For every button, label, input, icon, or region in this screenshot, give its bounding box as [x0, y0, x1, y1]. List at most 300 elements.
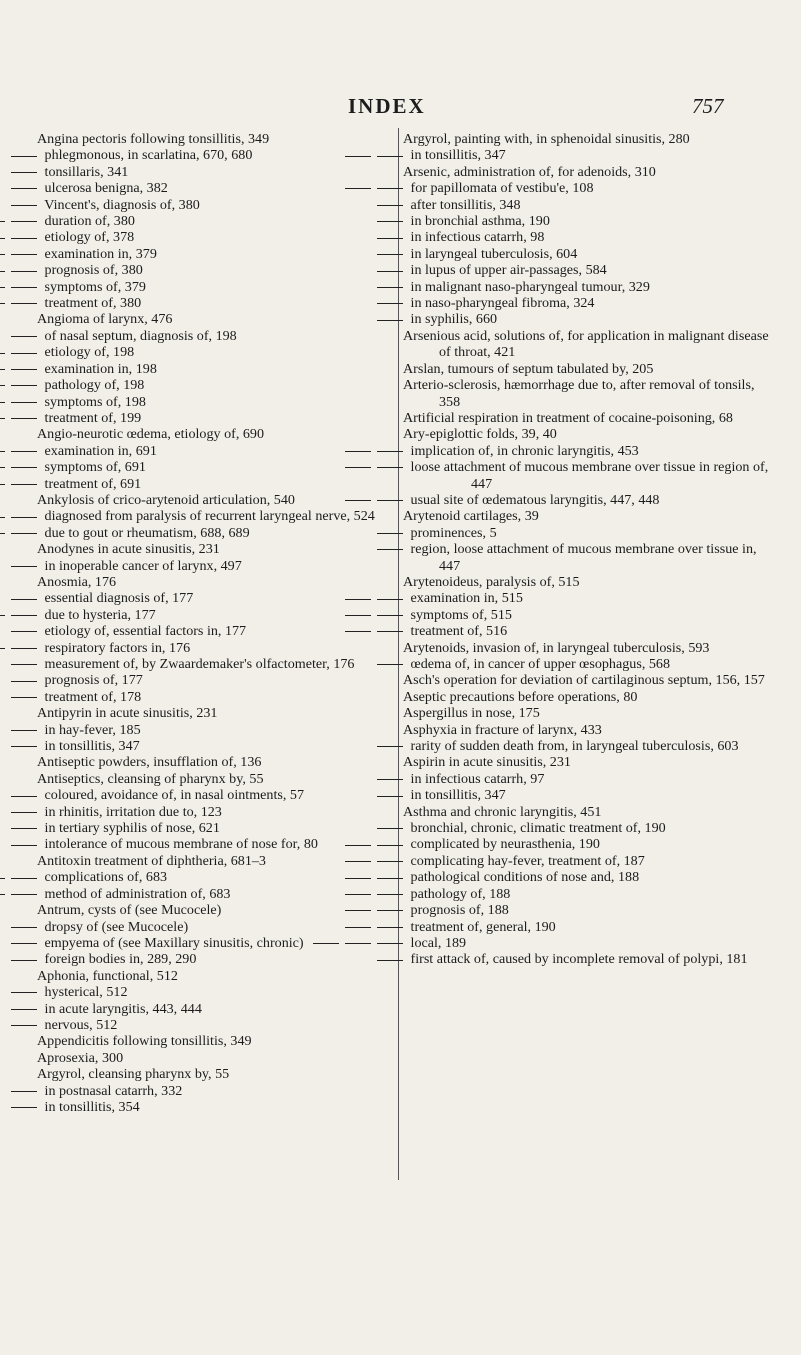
- subentry-dash: [9, 824, 41, 833]
- subentry-dash: [375, 660, 407, 669]
- index-subentry: [37, 951, 393, 967]
- index-subentry: [403, 147, 773, 163]
- entry-text: nervous, 512: [41, 1016, 118, 1033]
- entry-text: respiratory factors in, 176: [41, 639, 191, 656]
- subentry-dash: [9, 529, 41, 538]
- subentry-dash: [9, 152, 41, 161]
- index-subentry: [37, 361, 393, 377]
- subentry-dash: [9, 874, 41, 883]
- entry-text: in naso-pharyngeal fibroma, 324: [407, 295, 595, 312]
- subentry-dash: [9, 742, 41, 751]
- entry-text: œdema of, in cancer of upper œsophagus, 568: [407, 656, 671, 672]
- entry-text: Anosmia, 176: [37, 573, 117, 590]
- subentry-dash: [9, 283, 41, 292]
- subentry-dash: [0, 644, 9, 653]
- subentry-dash: [0, 299, 9, 308]
- index-entry: [37, 541, 393, 557]
- subentry-dash: [9, 841, 41, 850]
- entry-text: symptoms of, 379: [41, 278, 146, 295]
- index-subentry: [403, 820, 773, 836]
- index-subentry: [37, 886, 393, 902]
- index-subentry: [37, 787, 393, 803]
- entry-text: etiology of, 198: [41, 344, 135, 361]
- entry-text: examination in, 691: [41, 442, 157, 459]
- entry-text: Arsenic, administration of, for adenoids, 310: [403, 163, 656, 180]
- index-subentry: [37, 410, 393, 426]
- index-entry: [37, 426, 393, 442]
- entry-text: Antiseptic powders, insufflation of, 136: [37, 754, 262, 771]
- subentry-dash: [0, 529, 9, 538]
- entry-text: due to gout or rheumatism, 688, 689: [41, 524, 250, 541]
- index-subentry: [403, 590, 773, 606]
- index-subentry: [403, 197, 773, 213]
- index-entry: [403, 361, 773, 377]
- index-subentry: [37, 1017, 393, 1033]
- entry-text: Angioma of larynx, 476: [37, 311, 173, 328]
- subentry-dash: [375, 890, 407, 899]
- subentry-dash: [375, 217, 407, 226]
- index-subentry: [403, 935, 773, 951]
- entry-text: pathology of, 188: [407, 885, 511, 902]
- index-subentry: [37, 344, 393, 360]
- entry-text: in laryngeal tuberculosis, 604: [407, 245, 578, 262]
- index-subentry: [403, 853, 773, 869]
- entry-text: Aprosexia, 300: [37, 1049, 124, 1066]
- entry-text: tonsillaris, 341: [41, 163, 129, 180]
- index-subentry: [37, 443, 393, 459]
- subentry-dash: [9, 792, 41, 801]
- subentry-dash: [375, 299, 407, 308]
- entry-text: Aspergillus in nose, 175: [403, 705, 540, 722]
- index-subentry: [403, 180, 773, 196]
- index-entry: [403, 410, 773, 426]
- entry-text: Arslan, tumours of septum tabulated by, 205: [403, 360, 654, 377]
- index-subentry: [37, 820, 393, 836]
- subentry-dash: [9, 447, 41, 456]
- subentry-dash: [9, 217, 41, 226]
- entry-text: symptoms of, 691: [41, 459, 146, 476]
- entry-text: for papillomata of vestibu'e, 108: [407, 180, 594, 197]
- entry-text: in malignant naso-pharyngeal tumour, 329: [407, 278, 650, 295]
- index-subentry: [37, 607, 393, 623]
- entry-text: complications of, 683: [41, 869, 168, 886]
- entry-text: Asphyxia in fracture of larynx, 433: [403, 721, 602, 738]
- subentry-dash: [375, 545, 407, 554]
- subentry-dash: [343, 906, 375, 915]
- subentry-dash: [9, 1103, 41, 1112]
- entry-text: in rhinitis, irritation due to, 123: [41, 803, 222, 820]
- subentry-dash: [9, 611, 41, 620]
- entry-text: essential diagnosis of, 177: [41, 590, 194, 607]
- entry-text: usual site of œdematous laryngitis, 447, 448: [407, 491, 660, 508]
- index-entry: [37, 1050, 393, 1066]
- index-subentry: [37, 229, 393, 245]
- subentry-dash: [9, 726, 41, 735]
- entry-text: examination in, 198: [41, 360, 157, 377]
- index-subentry: [403, 771, 773, 787]
- index-subentry: [37, 164, 393, 180]
- index-subentry: [37, 1083, 393, 1099]
- entry-text: examination in, 515: [407, 590, 523, 607]
- entry-text: Argyrol, cleansing pharynx by, 55: [37, 1066, 230, 1083]
- entry-text: treatment of, 516: [407, 623, 508, 640]
- entry-text: hysterical, 512: [41, 984, 128, 1001]
- subentry-dash: [9, 562, 41, 571]
- entry-text: in tonsillitis, 347: [407, 787, 506, 804]
- subentry-dash: [311, 939, 343, 948]
- index-subentry: [403, 525, 773, 541]
- index-entry: [403, 131, 773, 147]
- index-subentry: [403, 295, 773, 311]
- entry-text: prognosis of, 380: [41, 262, 143, 279]
- index-subentry: [37, 1001, 393, 1017]
- subentry-dash: [375, 184, 407, 193]
- entry-text: Antrum, cysts of (see Mucocele): [37, 902, 222, 919]
- entry-text: rarity of sudden death from, in laryngeal tuberculosis, 603: [407, 738, 739, 755]
- index-subentry: [403, 492, 773, 508]
- subentry-dash: [9, 890, 41, 899]
- entry-text: Asch's operation for deviation of cartilaginous septum, 156, 157: [403, 672, 765, 689]
- subentry-dash: [0, 513, 9, 522]
- entry-text: bronchial, chronic, climatic treatment of, 190: [407, 820, 666, 837]
- index-subentry: [37, 689, 393, 705]
- index-subentry: [37, 1099, 393, 1115]
- subentry-dash: [375, 627, 407, 636]
- subentry-dash: [343, 595, 375, 604]
- subentry-dash: [0, 890, 9, 899]
- index-subentry: [37, 246, 393, 262]
- subentry-dash: [375, 267, 407, 276]
- entry-text: dropsy of (see Mucocele): [41, 918, 189, 935]
- entry-text: in syphilis, 660: [407, 311, 498, 328]
- subentry-dash: [0, 611, 9, 620]
- index-subentry: [37, 672, 393, 688]
- subentry-dash: [9, 480, 41, 489]
- entry-text: symptoms of, 198: [41, 393, 146, 410]
- index-subentry: [403, 902, 773, 918]
- index-entry: [403, 672, 773, 688]
- entry-text: ulcerosa benigna, 382: [41, 180, 168, 197]
- index-entry: [37, 131, 393, 147]
- entry-text: in inoperable cancer of larynx, 497: [41, 557, 242, 574]
- entry-text: phlegmonous, in scarlatina, 670, 680: [41, 147, 253, 164]
- subentry-dash: [9, 644, 41, 653]
- entry-text: Arytenoideus, paralysis of, 515: [403, 573, 580, 590]
- entry-text: in tonsillitis, 347: [407, 147, 506, 164]
- index-subentry: [37, 476, 393, 492]
- subentry-dash: [343, 890, 375, 899]
- index-entry: [37, 1033, 393, 1049]
- subentry-dash: [375, 939, 407, 948]
- entry-text: examination in, 379: [41, 245, 157, 262]
- index-subentry: [37, 558, 393, 574]
- index-entry: [403, 328, 773, 361]
- index-subentry: [403, 787, 773, 803]
- entry-text: etiology of, essential factors in, 177: [41, 623, 247, 640]
- subentry-dash: [375, 529, 407, 538]
- subentry-dash: [9, 332, 41, 341]
- entry-text: Aspirin in acute sinusitis, 231: [403, 754, 571, 771]
- entry-text: Anodynes in acute sinusitis, 231: [37, 541, 220, 558]
- subentry-dash: [343, 874, 375, 883]
- subentry-dash: [9, 201, 41, 210]
- index-entry: [37, 853, 393, 869]
- index-subentry: [37, 836, 393, 852]
- subentry-dash: [9, 1087, 41, 1096]
- index-column-left: [37, 131, 393, 1115]
- index-subentry: [403, 607, 773, 623]
- index-entry: [403, 804, 773, 820]
- subentry-dash: [343, 152, 375, 161]
- subentry-dash: [375, 792, 407, 801]
- subentry-dash: [0, 447, 9, 456]
- entry-text: duration of, 380: [41, 213, 135, 230]
- index-subentry: [403, 886, 773, 902]
- subentry-dash: [9, 923, 41, 932]
- index-entry: [37, 492, 393, 508]
- index-subentry: [403, 443, 773, 459]
- index-entry: [37, 968, 393, 984]
- entry-text: intolerance of mucous membrane of nose for, 80: [41, 836, 318, 853]
- entry-text: Arterio-sclerosis, hæmorrhage due to, after removal of tonsils, 358: [403, 377, 755, 410]
- subentry-dash: [9, 398, 41, 407]
- subentry-dash: [9, 349, 41, 358]
- index-entry: [403, 722, 773, 738]
- entry-text: prognosis of, 188: [407, 902, 509, 919]
- subentry-dash: [375, 956, 407, 965]
- subentry-dash: [375, 742, 407, 751]
- subentry-dash: [9, 1005, 41, 1014]
- subentry-dash: [0, 217, 9, 226]
- index-subentry: [37, 508, 393, 524]
- index-subentry: [37, 459, 393, 475]
- subentry-dash: [9, 250, 41, 259]
- subentry-dash: [0, 480, 9, 489]
- subentry-dash: [343, 184, 375, 193]
- subentry-dash: [9, 660, 41, 669]
- index-entry: [37, 754, 393, 770]
- entry-text: in tertiary syphilis of nose, 621: [41, 820, 220, 837]
- index-subentry: [37, 279, 393, 295]
- entry-text: Appendicitis following tonsillitis, 349: [37, 1033, 252, 1050]
- subentry-dash: [343, 857, 375, 866]
- index-subentry: [37, 147, 393, 163]
- subentry-dash: [375, 874, 407, 883]
- entry-text: Aseptic precautions before operations, 80: [403, 688, 638, 705]
- index-entry: [37, 1066, 393, 1082]
- index-subentry: [403, 213, 773, 229]
- entry-text: Antitoxin treatment of diphtheria, 681–3: [37, 852, 266, 869]
- index-subentry: [403, 836, 773, 852]
- subentry-dash: [375, 316, 407, 325]
- index-entry: [37, 574, 393, 590]
- index-subentry: [403, 738, 773, 754]
- entry-text: in acute laryngitis, 443, 444: [41, 1000, 202, 1017]
- entry-text: treatment of, 199: [41, 409, 142, 426]
- entry-text: of nasal septum, diagnosis of, 198: [41, 327, 237, 344]
- entry-text: Aphonia, functional, 512: [37, 967, 178, 984]
- entry-text: treatment of, 380: [41, 295, 142, 312]
- entry-text: Asthma and chronic laryngitis, 451: [403, 803, 602, 820]
- subentry-dash: [0, 381, 9, 390]
- subentry-dash: [9, 234, 41, 243]
- index-subentry: [37, 180, 393, 196]
- entry-text: Ary-epiglottic folds, 39, 40: [403, 426, 557, 443]
- index-entry: [403, 640, 773, 656]
- entry-text: foreign bodies in, 289, 290: [41, 951, 197, 968]
- subentry-dash: [9, 956, 41, 965]
- entry-text: treatment of, general, 190: [407, 918, 556, 935]
- entry-text: Ankylosis of crico-arytenoid articulation, 540: [37, 491, 295, 508]
- index-subentry: [37, 804, 393, 820]
- subentry-dash: [375, 283, 407, 292]
- subentry-dash: [375, 447, 407, 456]
- entry-text: empyema of (see Maxillary sinusitis, chronic): [41, 934, 304, 951]
- subentry-dash: [343, 611, 375, 620]
- index-subentry: [403, 229, 773, 245]
- entry-text: complicated by neurasthenia, 190: [407, 836, 600, 853]
- entry-text: pathological conditions of nose and, 188: [407, 869, 640, 886]
- page-header: [0, 94, 801, 120]
- index-entry: [403, 164, 773, 180]
- subentry-dash: [375, 923, 407, 932]
- index-subentry: [37, 394, 393, 410]
- subentry-dash: [9, 627, 41, 636]
- subentry-dash: [375, 595, 407, 604]
- index-entry: [403, 705, 773, 721]
- entry-text: in tonsillitis, 347: [41, 738, 140, 755]
- index-subentry: [37, 738, 393, 754]
- index-entry: [37, 771, 393, 787]
- index-subentry: [403, 869, 773, 885]
- entry-text: after tonsillitis, 348: [407, 196, 521, 213]
- index-entry: [403, 426, 773, 442]
- index-subentry: [37, 869, 393, 885]
- index-subentry: [403, 541, 773, 574]
- subentry-dash: [343, 939, 375, 948]
- entry-text: prognosis of, 177: [41, 672, 143, 689]
- subentry-dash: [343, 841, 375, 850]
- subentry-dash: [9, 299, 41, 308]
- entry-text: region, loose attachment of mucous membrane over tissue in, 447: [407, 541, 757, 574]
- entry-text: method of administration of, 683: [41, 885, 231, 902]
- subentry-dash: [343, 447, 375, 456]
- subentry-dash: [9, 168, 41, 177]
- subentry-dash: [375, 250, 407, 259]
- index-subentry: [403, 951, 773, 967]
- subentry-dash: [0, 398, 9, 407]
- subentry-dash: [375, 906, 407, 915]
- subentry-dash: [0, 250, 9, 259]
- page-number: 757: [692, 94, 724, 118]
- entry-text: in hay-fever, 185: [41, 721, 141, 738]
- subentry-dash: [375, 152, 407, 161]
- index-subentry: [37, 590, 393, 606]
- entry-text: Arytenoids, invasion of, in laryngeal tuberculosis, 593: [403, 639, 710, 656]
- index-subentry: [37, 197, 393, 213]
- index-subentry: [37, 623, 393, 639]
- subentry-dash: [9, 808, 41, 817]
- entry-text: Arsenious acid, solutions of, for application in malignant disease of throat, 421: [403, 327, 769, 361]
- entry-text: Antipyrin in acute sinusitis, 231: [37, 705, 218, 722]
- subentry-dash: [375, 234, 407, 243]
- index-entry: [37, 705, 393, 721]
- entry-text: Argyrol, painting with, in sphenoidal sinusitis, 280: [403, 131, 690, 147]
- entry-text: Antiseptics, cleansing of pharynx by, 55: [37, 770, 264, 787]
- entry-text: in infectious catarrh, 98: [407, 229, 545, 246]
- index-subentry: [37, 919, 393, 935]
- subentry-dash: [9, 513, 41, 522]
- index-entry: [403, 574, 773, 590]
- index-subentry: [37, 722, 393, 738]
- subentry-dash: [375, 463, 407, 472]
- entry-text: Angio-neurotic œdema, etiology of, 690: [37, 426, 265, 443]
- entry-text: Artificial respiration in treatment of cocaine-poisoning, 68: [403, 409, 733, 426]
- index-subentry: [37, 262, 393, 278]
- entry-text: diagnosed from paralysis of recurrent laryngeal nerve, 524: [41, 508, 375, 525]
- subentry-dash: [375, 857, 407, 866]
- entry-text: in tonsillitis, 354: [41, 1098, 140, 1115]
- entry-text: coloured, avoidance of, in nasal ointments, 57: [41, 787, 305, 804]
- entry-text: etiology of, 378: [41, 229, 135, 246]
- subentry-dash: [375, 201, 407, 210]
- index-subentry: [403, 246, 773, 262]
- subentry-dash: [343, 627, 375, 636]
- subentry-dash: [9, 184, 41, 193]
- subentry-dash: [9, 595, 41, 604]
- entry-text: symptoms of, 515: [407, 606, 512, 623]
- subentry-dash: [343, 923, 375, 932]
- entry-text: local, 189: [407, 934, 467, 951]
- entry-text: complicating hay-fever, treatment of, 187: [407, 852, 645, 869]
- entry-text: in postnasal catarrh, 332: [41, 1082, 183, 1099]
- entry-text: first attack of, caused by incomplete removal of polypi, 181: [407, 951, 748, 968]
- entry-text: loose attachment of mucous membrane over tissue in region of, 447: [407, 459, 769, 492]
- entry-text: in lupus of upper air-passages, 584: [407, 262, 607, 279]
- entry-text: prominences, 5: [407, 524, 497, 541]
- subentry-dash: [9, 1021, 41, 1030]
- index-subentry: [403, 311, 773, 327]
- subentry-dash: [9, 267, 41, 276]
- subentry-dash: [0, 234, 9, 243]
- subentry-dash: [375, 824, 407, 833]
- subentry-dash: [375, 611, 407, 620]
- index-subentry: [403, 656, 773, 672]
- index-subentry: [37, 640, 393, 656]
- entry-text: Vincent's, diagnosis of, 380: [41, 196, 200, 213]
- index-subentry: [37, 525, 393, 541]
- subentry-dash: [9, 381, 41, 390]
- entry-text: pathology of, 198: [41, 377, 145, 394]
- index-subentry: [37, 377, 393, 393]
- index-subentry: [37, 295, 393, 311]
- index-entry: [403, 508, 773, 524]
- index-subentry: [403, 919, 773, 935]
- index-subentry: [403, 262, 773, 278]
- index-subentry: [403, 623, 773, 639]
- subentry-dash: [343, 496, 375, 505]
- page-title: INDEX: [348, 94, 426, 118]
- subentry-dash: [9, 414, 41, 423]
- entry-text: in bronchial asthma, 190: [407, 213, 550, 230]
- subentry-dash: [0, 283, 9, 292]
- index-subentry: [403, 279, 773, 295]
- entry-text: in infectious catarrh, 97: [407, 770, 545, 787]
- subentry-dash: [9, 988, 41, 997]
- index-column-right: [403, 131, 773, 968]
- index-entry: [403, 377, 773, 410]
- subentry-dash: [0, 365, 9, 374]
